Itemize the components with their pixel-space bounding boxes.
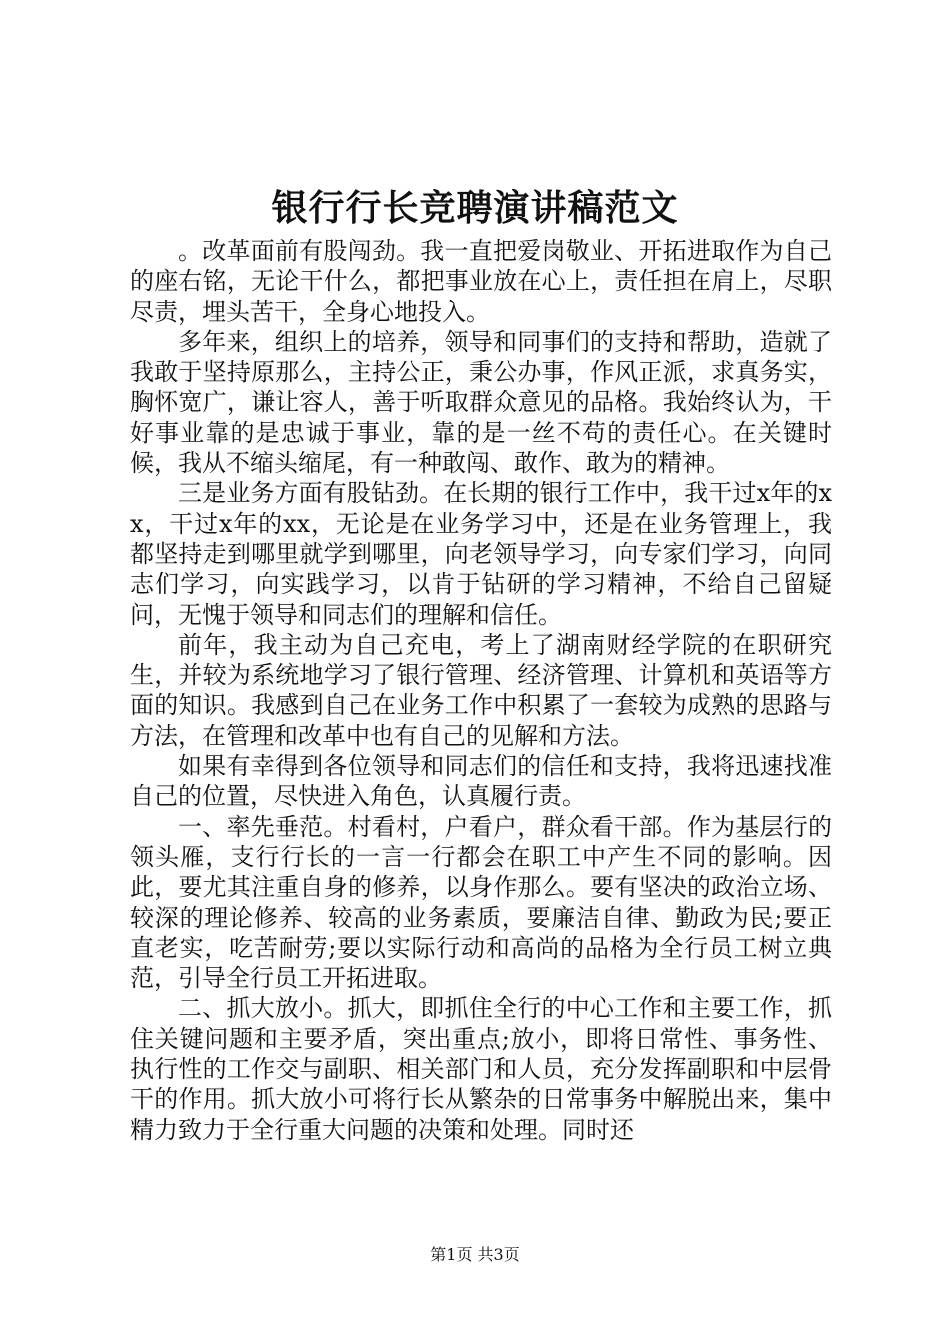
paragraph: 。改革面前有股闯劲。我一直把爱岗敬业、开拓进取作为自己的座右铭，无论干什么，都把事业放在心上，责任担在肩上，尽职尽责，埋头苦干，全身心地投入。 bbox=[130, 237, 832, 326]
paragraph: 多年来，组织上的培养，领导和同事们的支持和帮助，造就了我敢于坚持原那么，主持公正，秉公办事，作风正派，求真务实，胸怀宽广，谦让容人，善于听取群众意见的品格。我始终认为，干好事业靠的是忠诚于事业，靠的是一丝不苟的责任心。在关键时候，我从不缩头缩尾，有一种敢闯、敢作、敢为的精神。 bbox=[130, 327, 832, 478]
paragraph: 一、率先垂范。村看村，户看户，群众看干部。作为基层行的领头雁，支行行长的一言一行都会在职工中产生不同的影响。因此，要尤其注重自身的修养，以身作那么。要有坚决的政治立场、较深的理论修养、较高的业务素质，要廉洁自律、勤政为民;要正直老实，吃苦耐劳;要以实际行动和高尚的品格为全行员工树立典范，引导全行员工开拓进取。 bbox=[130, 812, 832, 993]
paragraph: 如果有幸得到各位领导和同志们的信任和支持，我将迅速找准自己的位置，尽快进入角色，认真履行责。 bbox=[130, 752, 832, 811]
document-title: 银行行长竞聘演讲稿范文 bbox=[271, 187, 679, 229]
paragraph: 三是业务方面有股钻劲。在长期的银行工作中，我干过x年的xx，干过x年的xx，无论是在业务学习中，还是在业务管理上，我都坚持走到哪里就学到哪里，向老领导学习，向专家们学习，向同志们学习，向实践学习，以肯于钻研的学习精神，不给自己留疑问，无愧于领导和同志们的理解和信任。 bbox=[130, 479, 832, 629]
document-body bbox=[130, 236, 832, 1145]
paragraph: 二、抓大放小。抓大，即抓住全行的中心工作和主要工作，抓住关键问题和主要矛盾，突出重点;放小，即将日常性、事务性、执行性的工作交与副职、相关部门和人员，充分发挥副职和中层骨干的作用。抓大放小可将行长从繁杂的日常事务中解脱出来，集中精力致力于全行重大问题的决策和处理。同时还 bbox=[130, 994, 832, 1144]
paragraph: 前年，我主动为自己充电，考上了湖南财经学院的在职研究生，并较为系统地学习了银行管理、经济管理、计算机和英语等方面的知识。我感到自己在业务工作中积累了一套较为成熟的思路与方法，在管理和改革中也有自己的见解和方法。 bbox=[130, 630, 832, 750]
page-number-footer: 第1页 共3页 bbox=[430, 1245, 520, 1264]
